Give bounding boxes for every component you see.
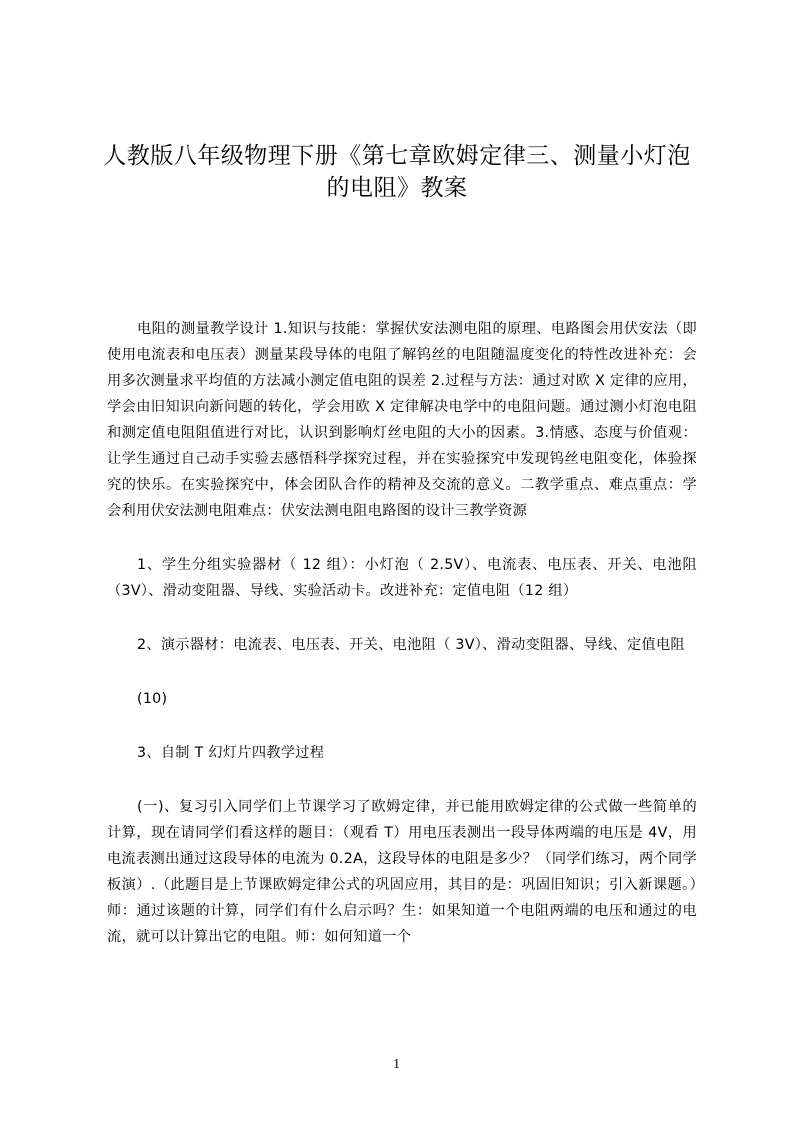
paragraph-note: (10) [137,691,168,707]
paragraph-slides: 3、自制 T 幻灯片四教学过程 [137,745,325,761]
document-title: 人教版八年级物理下册《第七章欧姆定律三、测量小灯泡的电阻》教案 [103,143,691,201]
paragraph-student-equipment: 1、学生分组实验器材（ 12 组）：小灯泡（ 2.5V）、电流表、电压表、开关、电池阻（3V）、滑动变阻器、导线、实验活动卡。改进补充：定值电阻（12 组） [107,557,697,599]
paragraph-teaching-design: 电阻的测量教学设计 1.知识与技能：掌握伏安法测电阻的原理、电路图会用伏安法（即使用电流表和电压表）测量某段导体的电阻了解钨丝的电阻随温度变化的特性改进补充：会用多次测量求平均值的方法减小测定值电阻的误差 2.过程与方法：通过对欧 X 定律的应用，学会由旧知识向新问题的转化，学会用欧 X 定律解决电学中的电阻问题。通过测小灯泡电阻和测定值电阻阻值进行对比，认识到影响灯丝电阻的大小的因素。3.情感、态度与价值观：让学生通过自己动手实验去感悟科学探究过程，并在实验探究中发现钨丝电阻变化，体验探究的快乐。在实验探究中，体会团队合作的精神及交流的意义。二教学重点、难点重点：学会利用伏安法测电阻难点：伏安法测电阻电路图的设计三教学资源 [107,321,697,519]
page-number: 1 [393,1057,400,1072]
paragraph-review-intro: (一)、复习引入同学们上节课学习了欧姆定律，并已能用欧姆定律的公式做一些简单的计算，现在请同学们看这样的题目：（观看 T）用电压表测出一段导体两端的电压是 4V，用电流表测出通过这段导体的电流为 0.2A，这段导体的电阻是多少？（同学们练习，两个同学板演）.（此题目是上节课欧姆定律公式的巩固应用，其目的是：巩固旧知识；引入新课题。）师：通过该题的计算，同学们有什么启示吗？生：如果知道一个电阻两端的电压和通过的电流，就可以计算出它的电阻。师：如何知道一个 [107,799,697,945]
paragraph-demo-equipment: 2、演示器材：电流表、电压表、开关、电池阻（ 3V）、滑动变阻器、导线、定值电阻 [137,637,685,653]
document-body [107,316,697,1036]
